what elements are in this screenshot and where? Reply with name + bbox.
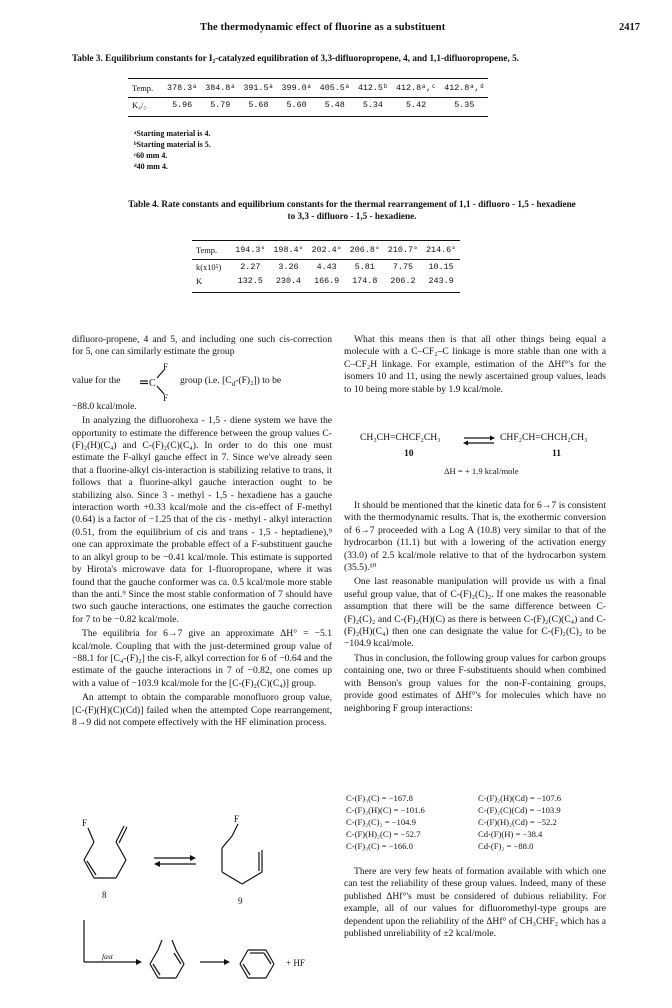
table3-k-label: K₄/₅ [128,98,163,117]
group-value: C-(F)₂(C)(Cd) = −103.9 [478,805,561,815]
table4-eq-label: K [192,274,231,293]
left-p1: difluoro-propene, 4 and 5, and including one such cis-correction for 5, one can similarly estimate the group [72,334,332,358]
table-cell: 5.79 [201,98,239,117]
benzene-structure [240,950,274,978]
group-value: C-(F)₂(C)₂ = −104.9 [346,817,416,827]
left-p1-result: −88.0 kcal/mole. [72,400,137,412]
table4-caption-line2: to 3,3 - difluoro - 1,5 - hexadiene. [287,211,417,221]
table-cell: 174.8 [346,274,384,293]
table-cell: 206.2 [384,274,422,293]
table3-footnote: ᶜ60 mm 4. [134,151,168,160]
table3-row-header: Temp. [128,79,163,98]
table3-footnote: ᵇStarting material is 5. [134,140,211,149]
cf2-group-structure [138,361,174,401]
table-cell: 405.5ᵃ [316,79,354,98]
table-cell: 5.42 [392,98,440,117]
table-cell: 399.0ᵃ [278,79,316,98]
left-column [72,334,332,731]
equilibrium-arrows [462,434,496,446]
table3 [128,78,488,117]
table4-caption-line1: Rate constants and equilibrium constants for the thermal rearrangement of 1,1 - difluoro - 1,5 - hexadiene [161,199,576,209]
group-value: C-(F)(H)₂(C) = −52.7 [346,829,421,839]
group-value: C-(F)₂(H)(C) = −101.6 [346,805,425,815]
table-cell: 5.48 [316,98,354,117]
right-p4: Thus in conclusion, the following group values for carbon groups containing one, two or three F-substituents should when combined with Benson's group values for the non-F-containing groups, provide good estimates of ΔHf°'s for molecules which have no neighboring F group interactions: [344,652,606,714]
table4-label: Table 4. [128,199,160,209]
right-p3: One last reasonable manipulation will provide us with a final useful group value, that of C-(F)₂(C)₂. If one makes the reasonable assumption that there will be the same difference between C-(F)₂(C)₂ and C-(F)₂(H)(C) as there is between C-(F)₂(C)(C₄) and C-(F)₂(H)(C₄) then one can designate the value for C-(F)₂(C)₂ to be −104.9 kcal/mole. [344,576,606,650]
isomer-10-label: 10 [404,448,414,459]
group-value: Cd-(F)₂ = −88.0 [478,841,534,851]
table-cell: 5.35 [440,98,488,117]
table-cell: 7.75 [392,262,413,272]
table-cell: 132.5 [231,274,269,293]
table3-caption-text: Equilibrium constants for I₂-catalyzed equilibration of 3,3-difluoropropene, 4, and 1,1-difluoropropene, 5. [105,53,519,63]
table3-header-row [128,79,488,98]
value-for-text: value for the [72,374,121,386]
table-cell: 202.4° [308,241,346,260]
table-cell: 391.5ᵃ [239,79,277,98]
table-cell: 166.9 [308,274,346,293]
isomer-11-formula: CHF₂CH=CHCH₂CH₃ [500,432,588,443]
hexatriene-structure [150,940,184,978]
table-cell: 198.4° [269,241,307,260]
table-cell: 10.15 [428,262,454,272]
group-value: C-(F)₃(C) = −167.8 [346,793,413,803]
table4-caption [72,198,632,222]
table4 [192,240,460,293]
svg-text:C: C [149,377,156,389]
table-cell: 412.8ᵃ,ᶜ [392,79,440,98]
cf2-group-line [72,361,332,401]
group-value: C-(F)₂(H)(Cd) = −107.6 [478,793,562,803]
isomer-10-formula: CH₃CH=CHCF₂CH₃ [360,432,441,443]
table-cell: 5.96 [163,98,201,117]
table-cell: 412.5ᵇ [354,79,392,98]
table-cell: 5.68 [239,98,277,117]
group-value: C-(F)₃(C) = −166.0 [346,841,413,851]
table-cell: 378.3ᵃ [163,79,201,98]
right-p5: There are very few heats of formation available with which one can test the reliability of these group values. Indeed, many of these published ΔHf°'s must be considered of dubious reliability. For example, all of our values for difluoromethyl-type groups are dependent upon the reliability of the ΔHf° of CH₃CHF₂ which has a published unreliability of ±2 kcal/mole. [344,866,606,940]
running-title: The thermodynamic effect of fluorine as a substituent [200,22,446,33]
right-p2: It should be mentioned that the kinetic data for 6→7 is consistent with the thermodynamic results. That is, the exothermic conversion of 6→7 proceeded with a Log A (10.8) very similar to that of the hydrocarbon (11.1) but with a lowering of the activation energy (33.0) of 2.5 kcal/mole relative to that of the hydrocarbon system (35.5).¹⁰ [344,500,606,574]
group-ie-text: group (i.e. $[C_d-(F)_2]$) to be [180,374,282,388]
table-cell: 210.7° [384,241,422,260]
table4-rate-label: k(x10⁵) [196,262,222,272]
table4-rate-row [192,260,460,275]
table3-caption [72,52,632,64]
compound-8-structure [82,818,127,878]
table3-footnotes [134,128,211,172]
table-cell: 2.27 [240,262,261,272]
table-cell: 243.9 [422,274,460,293]
table3-footnote: ᵈ40 mm 4. [134,162,168,171]
atom-f: F [163,392,169,401]
table3-footnote: ᵃStarting material is 4. [134,129,211,138]
left-p2: In analyzing the difluorohexa - 1,5 - diene system we have the opportunity to estimate the difference between the group values C-(F)₂(H)(C₄) and C-(F)₂(C)(C₄). In order to do this one must estimate the F-alkyl gauche effect in 7. Since we've already seen that a fluorine-alkyl cis-interaction is stabilizing relative to trans, it follows that a fluorine-alkyl gauche interaction ought to be stabilizing also. Since 3 - methyl - 1,5 - hexadiene has a gauche interaction worth +0.33 kcal/mole and the cis-effect of F-methyl (0.64) is a factor of −1.25 that of the cis - methyl - alkyl interaction (0.51, from the equilibrium of cis and trans - 1,5 - heptadiene),⁹ one can approximate the probable effect of a F-substituent gauche to an alkyl group to be −0.41 kcal/mole. This estimate is supported by Hirota's microwave data for 1-fluoropropane, where it was found that the gauche conformer was ca. 0.5 kcal/mole more stable than the anti.⁹ Since the most stable conformation of 7 should have two such gauche interactions, one estimates the gauche correction for 7 to be −0.82 kcal/mole. [72,415,332,625]
table-cell: 194.3° [231,241,269,260]
isomer-11-label: 11 [552,448,562,459]
running-header [60,22,640,38]
table-cell: 412.8ᵃ,ᵈ [440,79,488,98]
isomer-equilibrium [360,432,600,476]
right-column-end [344,866,606,942]
table-cell: 206.8° [346,241,384,260]
table-cell: 230.4 [269,274,307,293]
left-p3: The equilibria for 6→7 give an approximate ΔH° = −5.1 kcal/mole. Coupling that with the just-determined group value of −88.1 for [C₄-(F)₂] the cis-F, alkyl correction for 6 of −0.64 and the estimate of the gauche interactions in 7 of −0.82, one comes up with a value of −103.9 kcal/mole for the [C-(F)₂(C)(C₄)] group. [72,628,332,689]
table-cell: 5.81 [354,262,375,272]
reaction-scheme [72,812,332,992]
page-number: 2417 [619,22,640,33]
table-cell: 4.43 [316,262,337,272]
table4-header-row [192,241,460,260]
atom-f: F [82,818,88,828]
table-cell: 214.6° [422,241,460,260]
table3-k-row [128,98,488,117]
fast-arrow-label: fast [102,952,113,961]
atom-f: F [234,814,240,824]
group-values-list [346,792,608,856]
table-cell: 384.8ᵃ [201,79,239,98]
table-cell: 5.60 [278,98,316,117]
table3-label: Table 3. [72,53,103,63]
table-cell: 5.34 [354,98,392,117]
left-p4: An attempt to obtain the comparable monofluoro group value, [C-(F)(H)(C)(Cd)] failed when the attempted Cope rearrangement, 8→9 did not compete effectively with the HF elimination process. [72,692,332,728]
table-cell: 3.26 [278,262,299,272]
right-column [344,334,606,398]
right-p1: What this means then is that all other things being equal a molecule with a C–CF₂–C linkage is more stable than one with a C–CF₂H linkage. For example, estimation of the ΔHf°'s for the isomers 10 and 11, using the newly ascertained group values, leads to 10 being more stable by 1.9 kcal/mole. [344,334,606,395]
group-value: Cd-(F)(H) = −38.4 [478,829,543,839]
table4-eq-row [192,274,460,293]
delta-h-value: ΔH = + 1.9 kcal/mole [444,466,519,476]
atom-f: F [163,361,169,372]
table4-row-header: Temp. [192,241,231,260]
right-column-lower [344,500,606,717]
compound-8-label: 8 [102,890,107,900]
group-value: C-(F)(H)₂(Cd) = −52.2 [478,817,557,827]
plus-hf-label: + HF [286,958,305,968]
compound-9-label: 9 [238,896,243,906]
compound-9-structure [222,814,262,884]
